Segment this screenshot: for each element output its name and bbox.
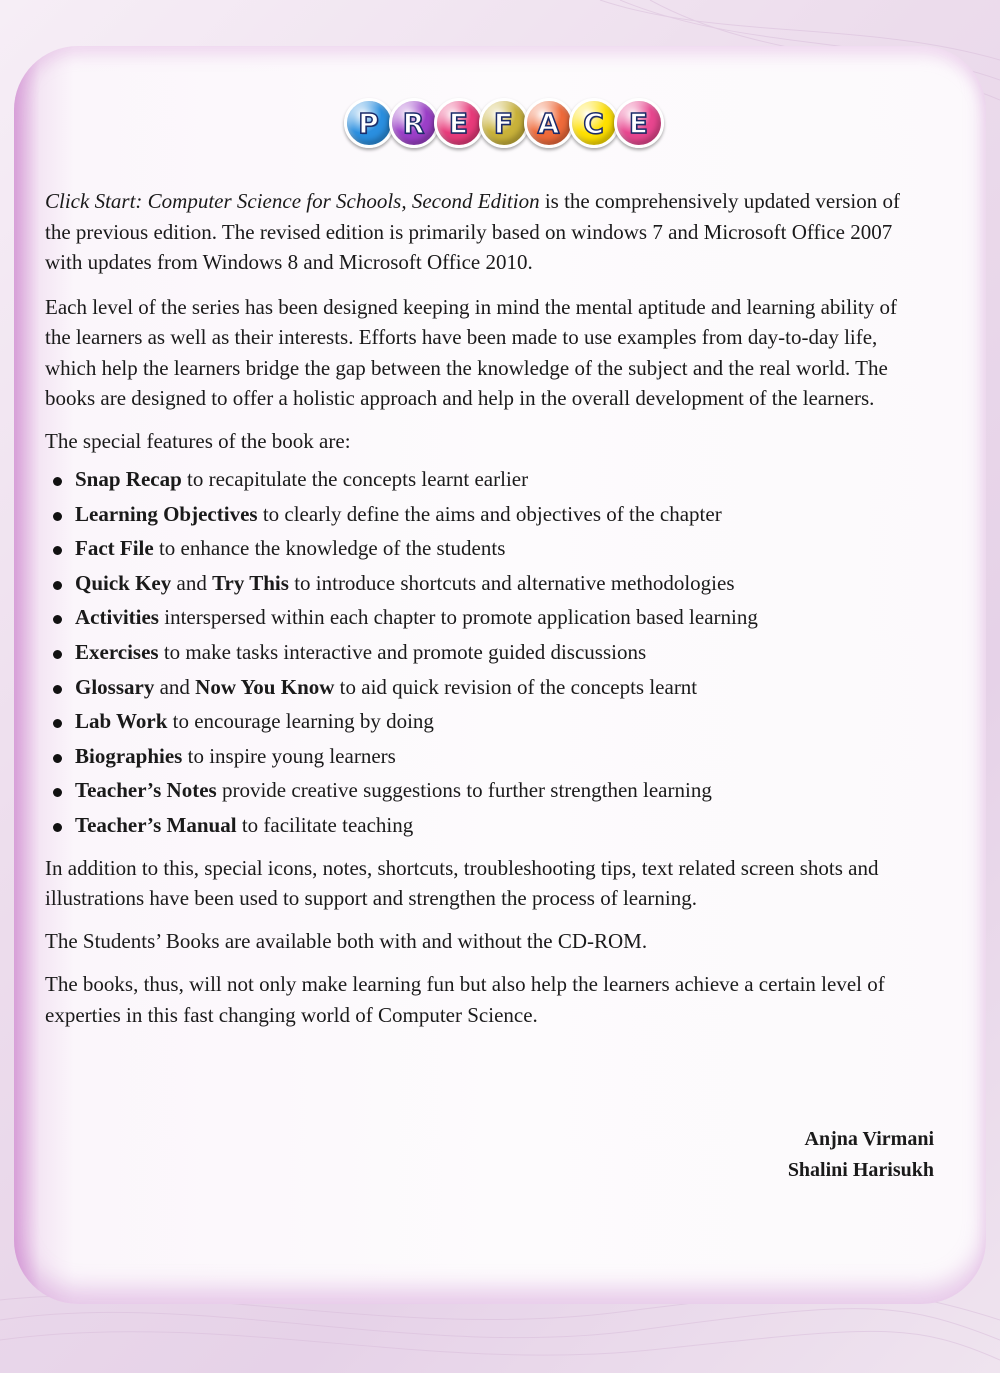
feature-name-2: Now You Know: [195, 674, 335, 699]
series-paragraph: Each level of the series has been designed keeping in mind the mental aptitude and learning ability of the learners as well as their interests. Efforts have been made to use examples from day-to-day life, which help the learners bridge the gap between the knowledge of the subject and the real world. The books are designed to offer a holistic approach and help in the overall development of the learners.: [45, 294, 897, 410]
intro-paragraph: [45, 186, 925, 278]
feature-text: and: [171, 570, 213, 595]
feature-name: Lab Work: [75, 709, 168, 734]
feature-name: Snap Recap: [75, 467, 182, 491]
feature-name: Teacher’s Manual: [75, 812, 237, 837]
feature-text: and: [154, 674, 196, 699]
feature-name: Activities: [75, 605, 159, 630]
preface-body: [45, 186, 925, 1030]
title-letter-p: P: [344, 98, 394, 148]
bullet-icon: [53, 546, 62, 555]
title-letter-e2: E: [614, 98, 664, 148]
list-item: [45, 773, 925, 808]
title-letter-e: E: [434, 98, 484, 148]
list-item: [45, 739, 925, 774]
bullet-icon: [53, 477, 62, 486]
list-item: [45, 670, 925, 705]
feature-name-2: Try This: [212, 570, 289, 595]
bullet-icon: [53, 650, 62, 659]
features-heading: The special features of the book are:: [45, 428, 351, 453]
feature-text: to facilitate teaching: [236, 812, 414, 837]
feature-name: Glossary: [75, 674, 155, 699]
feature-text: provide creative suggestions to further strengthen learning: [216, 778, 712, 803]
list-item: [45, 462, 925, 497]
bullet-icon: [53, 754, 62, 763]
closing-paragraph: The books, thus, will not only make learning fun but also help the learners achieve a certain level of experties in this fast changing world of Computer Science.: [45, 972, 885, 1027]
feature-text-2: to aid quick revision of the concepts learnt: [334, 674, 698, 699]
feature-text: interspersed within each chapter to promote application based learning: [158, 605, 758, 630]
title-letter-r: R: [389, 98, 439, 148]
feature-text: to inspire young learners: [182, 743, 396, 768]
bullet-icon: [53, 719, 62, 728]
title-letter-f: F: [479, 98, 529, 148]
list-item: [45, 600, 925, 635]
feature-name: Exercises: [75, 639, 159, 664]
author-name: Shalini Harisukh: [787, 1159, 934, 1181]
feature-name: Fact File: [75, 536, 154, 561]
cdrom-paragraph: The Students’ Books are available both with and without the CD-ROM.: [45, 928, 648, 953]
feature-name: Teacher’s Notes: [75, 778, 217, 803]
title-letter-a: A: [524, 98, 574, 148]
feature-text: to recapitulate the concepts learnt earlier: [181, 467, 529, 491]
features-list: [45, 462, 925, 843]
list-item: [45, 704, 925, 739]
preface-title: [0, 98, 1000, 160]
list-item: [45, 566, 925, 601]
list-item: [45, 635, 925, 670]
bullet-icon: [53, 512, 62, 521]
feature-text: to enhance the knowledge of the students: [153, 536, 506, 561]
additions-paragraph: In addition to this, special icons, notes, shortcuts, troubleshooting tips, text related screen shots and illustrations have been used to support and strengthen the process of learning.: [45, 855, 879, 911]
author-name: Anjna Virmani: [804, 1128, 934, 1150]
feature-name: Biographies: [75, 743, 183, 768]
title-letter-c: C: [569, 98, 619, 148]
bullet-icon: [53, 615, 62, 624]
feature-name: Quick Key: [75, 570, 172, 595]
feature-text: to encourage learning by doing: [167, 709, 434, 734]
bullet-icon: [53, 823, 62, 832]
list-item: [45, 808, 925, 843]
book-title: Click Start: Computer Science for Schools, Second Edition: [45, 189, 540, 213]
authors: [788, 1124, 934, 1186]
bullet-icon: [53, 685, 62, 694]
list-item: [45, 497, 925, 532]
list-item: [45, 531, 925, 566]
bullet-icon: [53, 581, 62, 590]
feature-text: to make tasks interactive and promote guided discussions: [158, 639, 647, 664]
feature-name: Learning Objectives: [75, 501, 258, 526]
intro-text: is the comprehensively updated version of the previous edition. The revised edition is primarily based on windows 7 and Microsoft Office 2007 with updates from Windows 8 and Microsoft Office 2010.: [45, 189, 900, 274]
bullet-icon: [53, 788, 62, 797]
feature-text-2: to introduce shortcuts and alternative methodologies: [288, 570, 735, 595]
feature-text: to clearly define the aims and objectives of the chapter: [257, 501, 722, 526]
